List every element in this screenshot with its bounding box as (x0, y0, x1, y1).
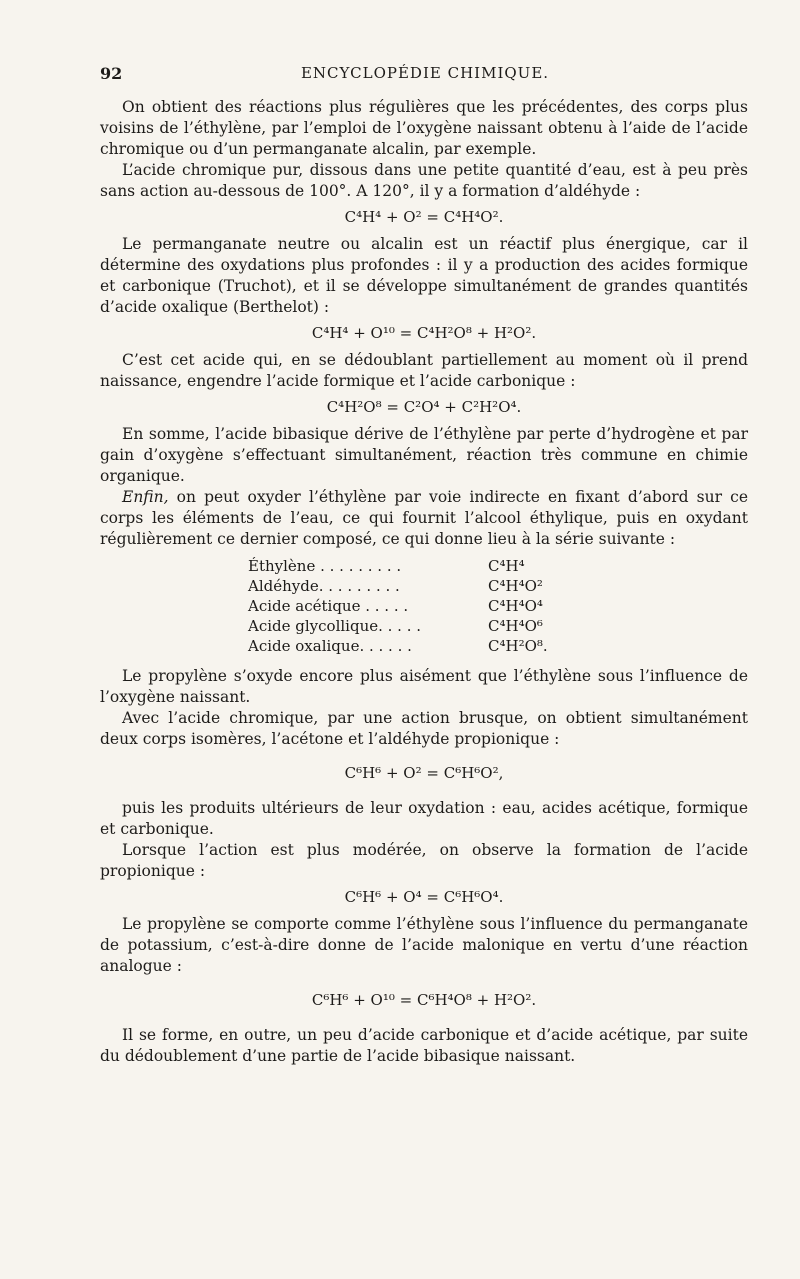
compound-formula: C⁴H⁴ (488, 557, 525, 575)
paragraph: On obtient des réactions plus régulières que les précédentes, des corps plus voisins de l’éthylène, par l’emploi de l’oxygène naissant obtenu à l’aide de l’acide chromique ou d’un permanganate alcalin, par exemple. (100, 98, 748, 158)
running-title: ENCYCLOPÉDIE CHIMIQUE. (300, 64, 550, 82)
paragraph: Avec l’acide chromique, par une action brusque, on obtient simultanément deux corps isomères, l’acétone et l’aldéhyde propionique : (100, 709, 748, 748)
paragraph: Le permanganate neutre ou alcalin est un réactif plus énergique, car il détermine des oxydations plus profondes : il y a production des acides formique et carbonique (Truchot), et il se développe simultanément de grandes quantités d’acide oxalique (Berthelot) : (100, 235, 748, 316)
paragraph: Le propylène s’oxyde encore plus aisément que l’éthylène sous l’influence de l’oxygène naissant. (100, 667, 748, 706)
oxidation-series-table (248, 556, 548, 656)
compound-formula: C⁴H⁴O⁶ (488, 617, 543, 635)
table-row (248, 616, 548, 636)
compound-name: Éthylène . . . . . . . . . (248, 557, 402, 575)
compound-name: Aldéhyde. . . . . . . . . (248, 577, 400, 595)
equation: C⁶H⁶ + O² = C⁶H⁶O², (344, 764, 504, 782)
paragraph: puis les produits ultérieurs de leur oxydation : eau, acides acétique, formique et carbonique. (100, 799, 748, 838)
equation: C⁶H⁶ + O⁴ = C⁶H⁶O⁴. (344, 888, 504, 906)
compound-name: Acide oxalique. . . . . . (248, 637, 412, 655)
compound-name: Acide glycollique. . . . . (248, 617, 422, 635)
compound-formula: C⁴H⁴O² (488, 577, 543, 595)
paragraph-text: on peut oxyder l’éthylène par voie indirecte en fixant d’abord sur ce corps les éléments de l’eau, ce qui fournit l’alcool éthylique, puis en oxydant régulièrement ce dernier composé, ce qui donne lieu à la série suivante : (100, 488, 748, 548)
paragraph-lead: Enfin, (122, 488, 169, 506)
paragraph (100, 487, 748, 550)
equation: C⁴H⁴ + O² = C⁴H⁴O². (344, 208, 504, 226)
compound-name: Acide acétique . . . . . (248, 597, 409, 615)
page-number: 92 (100, 64, 123, 83)
equation: C⁶H⁶ + O¹⁰ = C⁶H⁴O⁸ + H²O². (311, 991, 537, 1009)
paragraph: En somme, l’acide bibasique dérive de l’éthylène par perte d’hydrogène et par gain d’oxygène s’effectuant simultanément, réaction très commune en chimie organique. (100, 425, 748, 485)
table-row (248, 636, 548, 656)
paragraph: L’acide chromique pur, dissous dans une petite quantité d’eau, est à peu près sans action au-dessous de 100°. A 120°, il y a formation d’aldéhyde : (100, 161, 748, 200)
paragraph: C’est cet acide qui, en se dédoublant partiellement au moment où il prend naissance, engendre l’acide formique et l’acide carbonique : (100, 351, 748, 390)
equation: C⁴H⁴ + O¹⁰ = C⁴H²O⁸ + H²O². (311, 324, 537, 342)
paragraph: Le propylène se comporte comme l’éthylène sous l’influence du permanganate de potassium, c’est-à-dire donne de l’acide malonique en vertu d’une réaction analogue : (100, 915, 748, 975)
compound-formula: C⁴H⁴O⁴ (488, 597, 543, 615)
compound-formula: C⁴H²O⁸. (488, 637, 548, 655)
paragraph: Lorsque l’action est plus modérée, on observe la formation de l’acide propionique : (100, 841, 748, 880)
running-header (100, 64, 750, 88)
body-text (100, 97, 748, 1067)
table-row (248, 596, 548, 616)
table-row (248, 576, 548, 596)
equation: C⁴H²O⁸ = C²O⁴ + C²H²O⁴. (326, 398, 522, 416)
paragraph: Il se forme, en outre, un peu d’acide carbonique et d’acide acétique, par suite du dédoublement d’une partie de l’acide bibasique naissant. (100, 1026, 748, 1065)
table-row (248, 556, 548, 576)
